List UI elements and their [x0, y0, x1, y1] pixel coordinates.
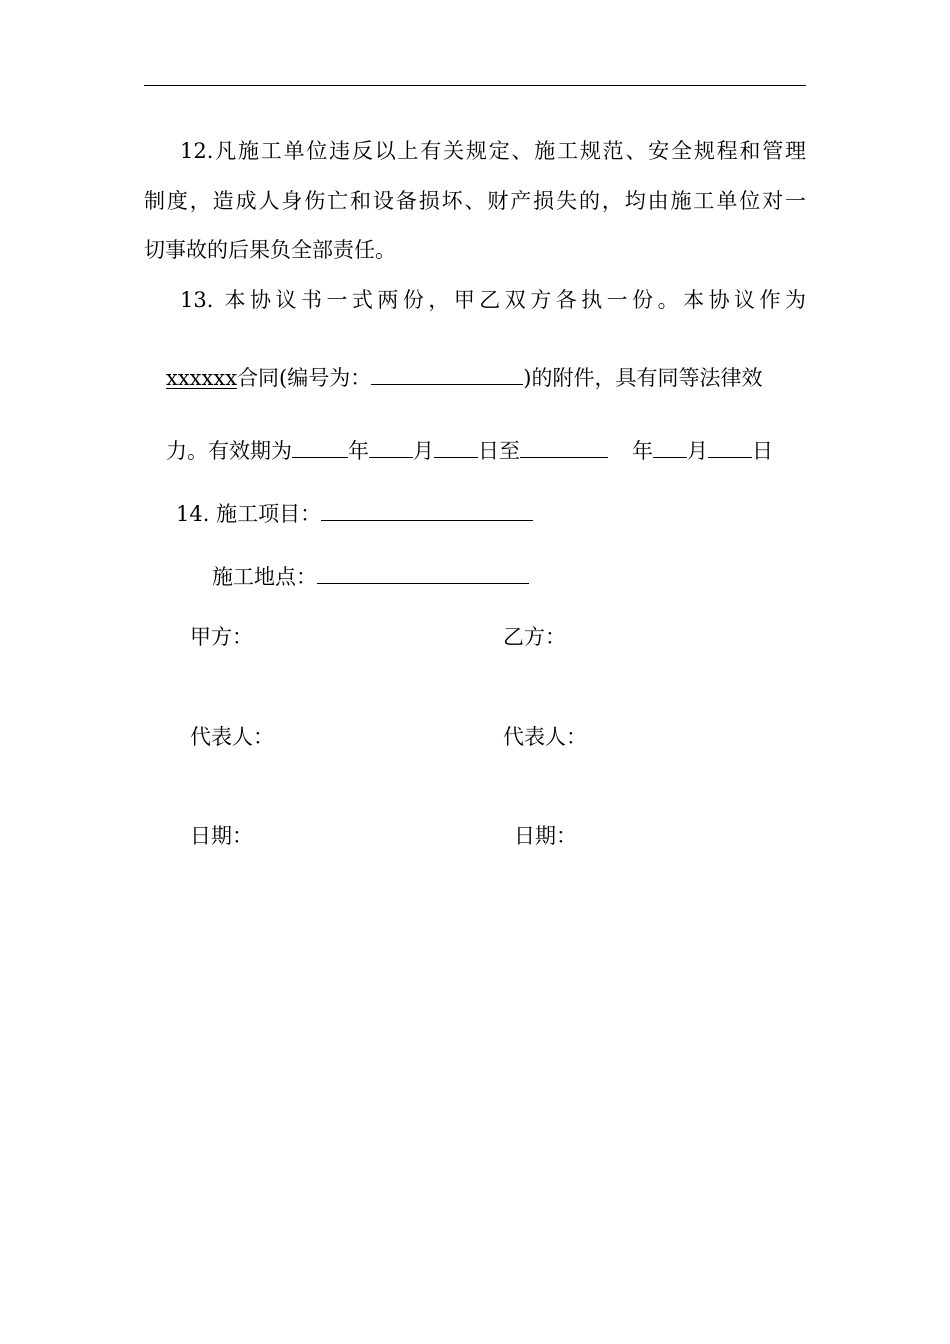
contract-number-blank[interactable]: [371, 362, 523, 385]
end-year-label: 年: [632, 439, 653, 463]
header-rule: [144, 85, 806, 86]
start-month-label: 月: [413, 439, 434, 463]
project-blank[interactable]: [321, 498, 533, 521]
end-year-blank[interactable]: [520, 435, 608, 458]
party-a-label: 甲方：: [190, 625, 253, 649]
start-day-blank[interactable]: [434, 435, 478, 458]
site-row: [212, 561, 529, 592]
contract-suffix: 合同(编号为：: [237, 366, 372, 390]
date-a-label: 日期：: [190, 824, 253, 848]
clause-12-line-3: 切事故的后果负全部责任。: [144, 238, 396, 262]
clause-13-line-2: [166, 362, 762, 393]
project-row: [176, 498, 533, 529]
start-day-label: 日至: [478, 439, 520, 463]
start-month-blank[interactable]: [369, 435, 413, 458]
clause-12-line-2: 制度，造成人身伤亡和设备损坏、财产损失的，均由施工单位对一: [144, 189, 806, 213]
start-year-blank[interactable]: [292, 435, 348, 458]
site-label: 施工地点：: [212, 565, 317, 589]
clause-13-line-1: 13. 本协议书一式两份，甲乙双方各执一份。本协议作为: [180, 288, 806, 312]
clause-13-line-3: [166, 435, 773, 466]
attachment-text: )的附件，具有同等法律效: [523, 366, 763, 390]
representative-a-label: 代表人：: [190, 725, 274, 749]
party-b-label: 乙方：: [503, 625, 566, 649]
end-month-label: 月: [687, 439, 708, 463]
end-day-blank[interactable]: [708, 435, 752, 458]
contract-name: xxxxxx: [166, 366, 238, 390]
site-blank[interactable]: [317, 561, 529, 584]
end-day-label: 日: [752, 439, 773, 463]
validity-prefix: 力。有效期为: [166, 439, 292, 463]
date-b-label: 日期：: [514, 824, 577, 848]
end-month-blank[interactable]: [653, 435, 687, 458]
start-year-label: 年: [348, 439, 369, 463]
project-label: 14. 施工项目：: [176, 502, 322, 526]
clause-12-line-1: 12.凡施工单位违反以上有关规定、施工规范、安全规程和管理: [180, 139, 806, 163]
representative-b-label: 代表人：: [503, 725, 587, 749]
